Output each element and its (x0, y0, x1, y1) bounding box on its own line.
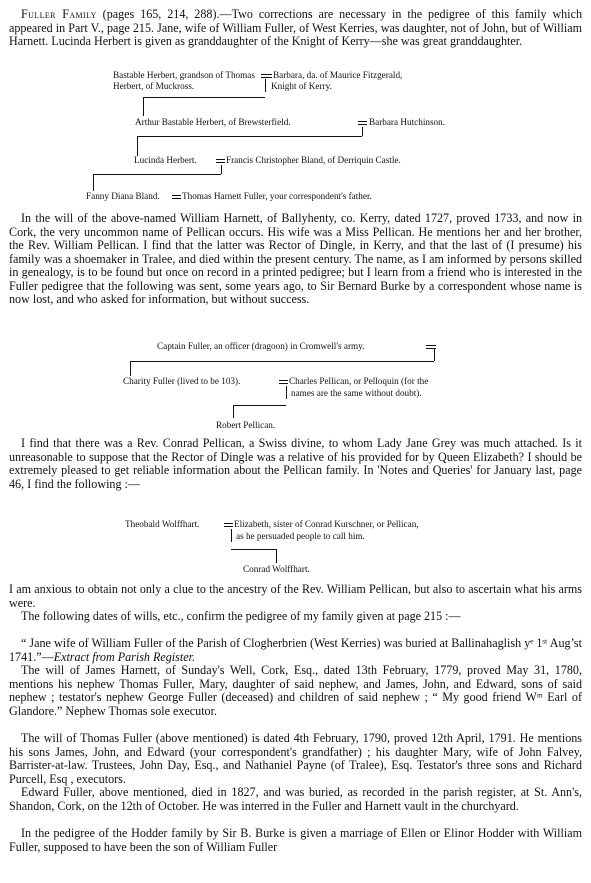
ped3-elizabeth: Elizabeth, sister of Conrad Kurschner, or Pellican, (234, 519, 419, 529)
ped1-muckross: Herbert, of Muckross. (113, 81, 195, 91)
ped2-charles-pellican: Charles Pellican, or Pelloquin (for the (289, 376, 429, 386)
intro-paragraph (9, 8, 582, 49)
parish-source: Extract from Parish Register. (53, 649, 195, 664)
ped1-lucinda: Lucinda Herbert. (134, 155, 197, 165)
ped2-captain-fuller: Captain Fuller, an officer (dragoon) in Cromwell's army. (157, 341, 365, 351)
paragraph-conrad-pellican: I find that there was a Rev. Conrad Pellican, a Swiss divine, to whom Lady Jane Grey was much attached. Is it unreasonable to suppose that the Rector of Dingle was a relative of his provided for by Queen Elizabeth? I should be extremely pleased to get reliable information about the Pellican family. In 'Notes and Queries' for January last, page 46, I find the following :— (9, 436, 582, 491)
ped1-bastable: Bastable Herbert, grandson of Thomas (113, 70, 255, 80)
parish-quote: “ Jane wife of William Fuller of the Parish of Clogherbrien (West Kerries) was buried at Ballinahaglish yᵉ 1ˢᵗ Aug’st 1741.”— (9, 636, 582, 664)
intro-text: (pages 165, 214, 288).—Two corrections are necessary in the pedigree of this family which appeared in Part V., page 215. Jane, wife of William Fuller, of West Kerries, was daughter, not of John, but of William Harnett. Lucinda Herbert is given as granddaughter of the Knight of Kerry—she was great granddaughter. (9, 7, 582, 49)
ped2-names-note: names are the same without doubt). (291, 388, 422, 398)
paragraph-edward-fuller: Edward Fuller, above mentioned, died in 1827, and was buried, as recorded in the parish register, at St. Ann's, Shandon, Cork, on the 12th of October. He was interred in the Fuller and Harnett vault in the churchyard. (9, 785, 582, 813)
section-heading: Fuller Family (21, 7, 97, 21)
ped1-barbara-fitzgerald: Barbara, da. of Maurice Fitzgerald, (273, 70, 403, 80)
ped3-theobald: Theobald Wolffhart. (125, 519, 200, 529)
ped2-charity-fuller: Charity Fuller (lived to be 103). (123, 376, 241, 386)
ped1-knight-of-kerry: Knight of Kerry. (271, 81, 332, 91)
paragraph-thomas-fuller-will: The will of Thomas Fuller (above mentioned) is dated 4th February, 1790, proved 12th April, 1791. He mentions his sons James, John, and Edward (your correspondent's grandfather) ; his daughter Mary, wife of John Falvey, Barrister-at-law. Trustees, John Day, Esq., and Nathaniel Payne (of Tralee), Esq. Testator's three sons and Richard Purcell, Esq , executors. (9, 731, 582, 786)
paragraph-james-harnett-will: The will of James Harnett, of Sunday's Well, Cork, Esq., dated 13th February, 1779, proved May 31, 1780, mentions his nephew Thomas Fuller, Mary, daughter of said nephew, and James, John, and Edward, sons of said nephew ; testator's nephew George Fuller (deceased) and children of said nephew ; “ My good friend Wᵐ Earl of Glandore.” Nephew Thomas sole executor. (9, 663, 582, 718)
ped3-conrad-wolffhart: Conrad Wolffhart. (243, 564, 310, 574)
paragraph-parish-extract (9, 637, 582, 664)
paragraph-anxious: I am anxious to obtain not only a clue to the ancestry of the Rev. William Pellican, but also to ascertain what his arms were. (9, 582, 582, 610)
paragraph-harnett-will: In the will of the above-named William Harnett, of Ballyhenty, co. Kerry, dated 1727, proved 1733, and now in Cork, the very uncommon name of Pellican occurs. His wife was a Miss Pellican. He mentions her and her brother, the Rev. William Pellican. I find that the latter was Rector of Dingle, in Kerry, and that the last of (I presume) his family was a shoemaker in Tralee, and died within the present century. The name, as I am informed by persons skilled in genealogy, is to be found but once on record in a printed pedigree; but I learn from a friend who is interested in the Fuller pedigree that the following was sent, some years ago, to Sir Bernard Burke by a correspondent whose name is now lost, and who asked for information, but without success. (9, 211, 582, 307)
paragraph-hodder: In the pedigree of the Hodder family by Sir B. Burke is given a marriage of Ellen or Elinor Hodder with William Fuller, supposed to have been the son of William Fuller (9, 826, 582, 854)
ped1-francis-bland: Francis Christopher Bland, of Derriquin Castle. (226, 155, 401, 165)
ped1-thomas-harnett-fuller: Thomas Harnett Fuller, your correspondent's father. (182, 191, 372, 201)
ped3-persuaded-note: as he persuaded people to call him. (236, 531, 365, 541)
ped1-arthur: Arthur Bastable Herbert, of Brewsterfield. (135, 117, 291, 127)
ped1-fanny: Fanny Diana Bland. (86, 191, 160, 201)
ped2-robert-pellican: Robert Pellican. (216, 420, 276, 430)
paragraph-dates: The following dates of wills, etc., confirm the pedigree of my family given at page 215 :— (21, 609, 461, 623)
ped1-barbara-hutchinson: Barbara Hutchinson. (369, 117, 446, 127)
